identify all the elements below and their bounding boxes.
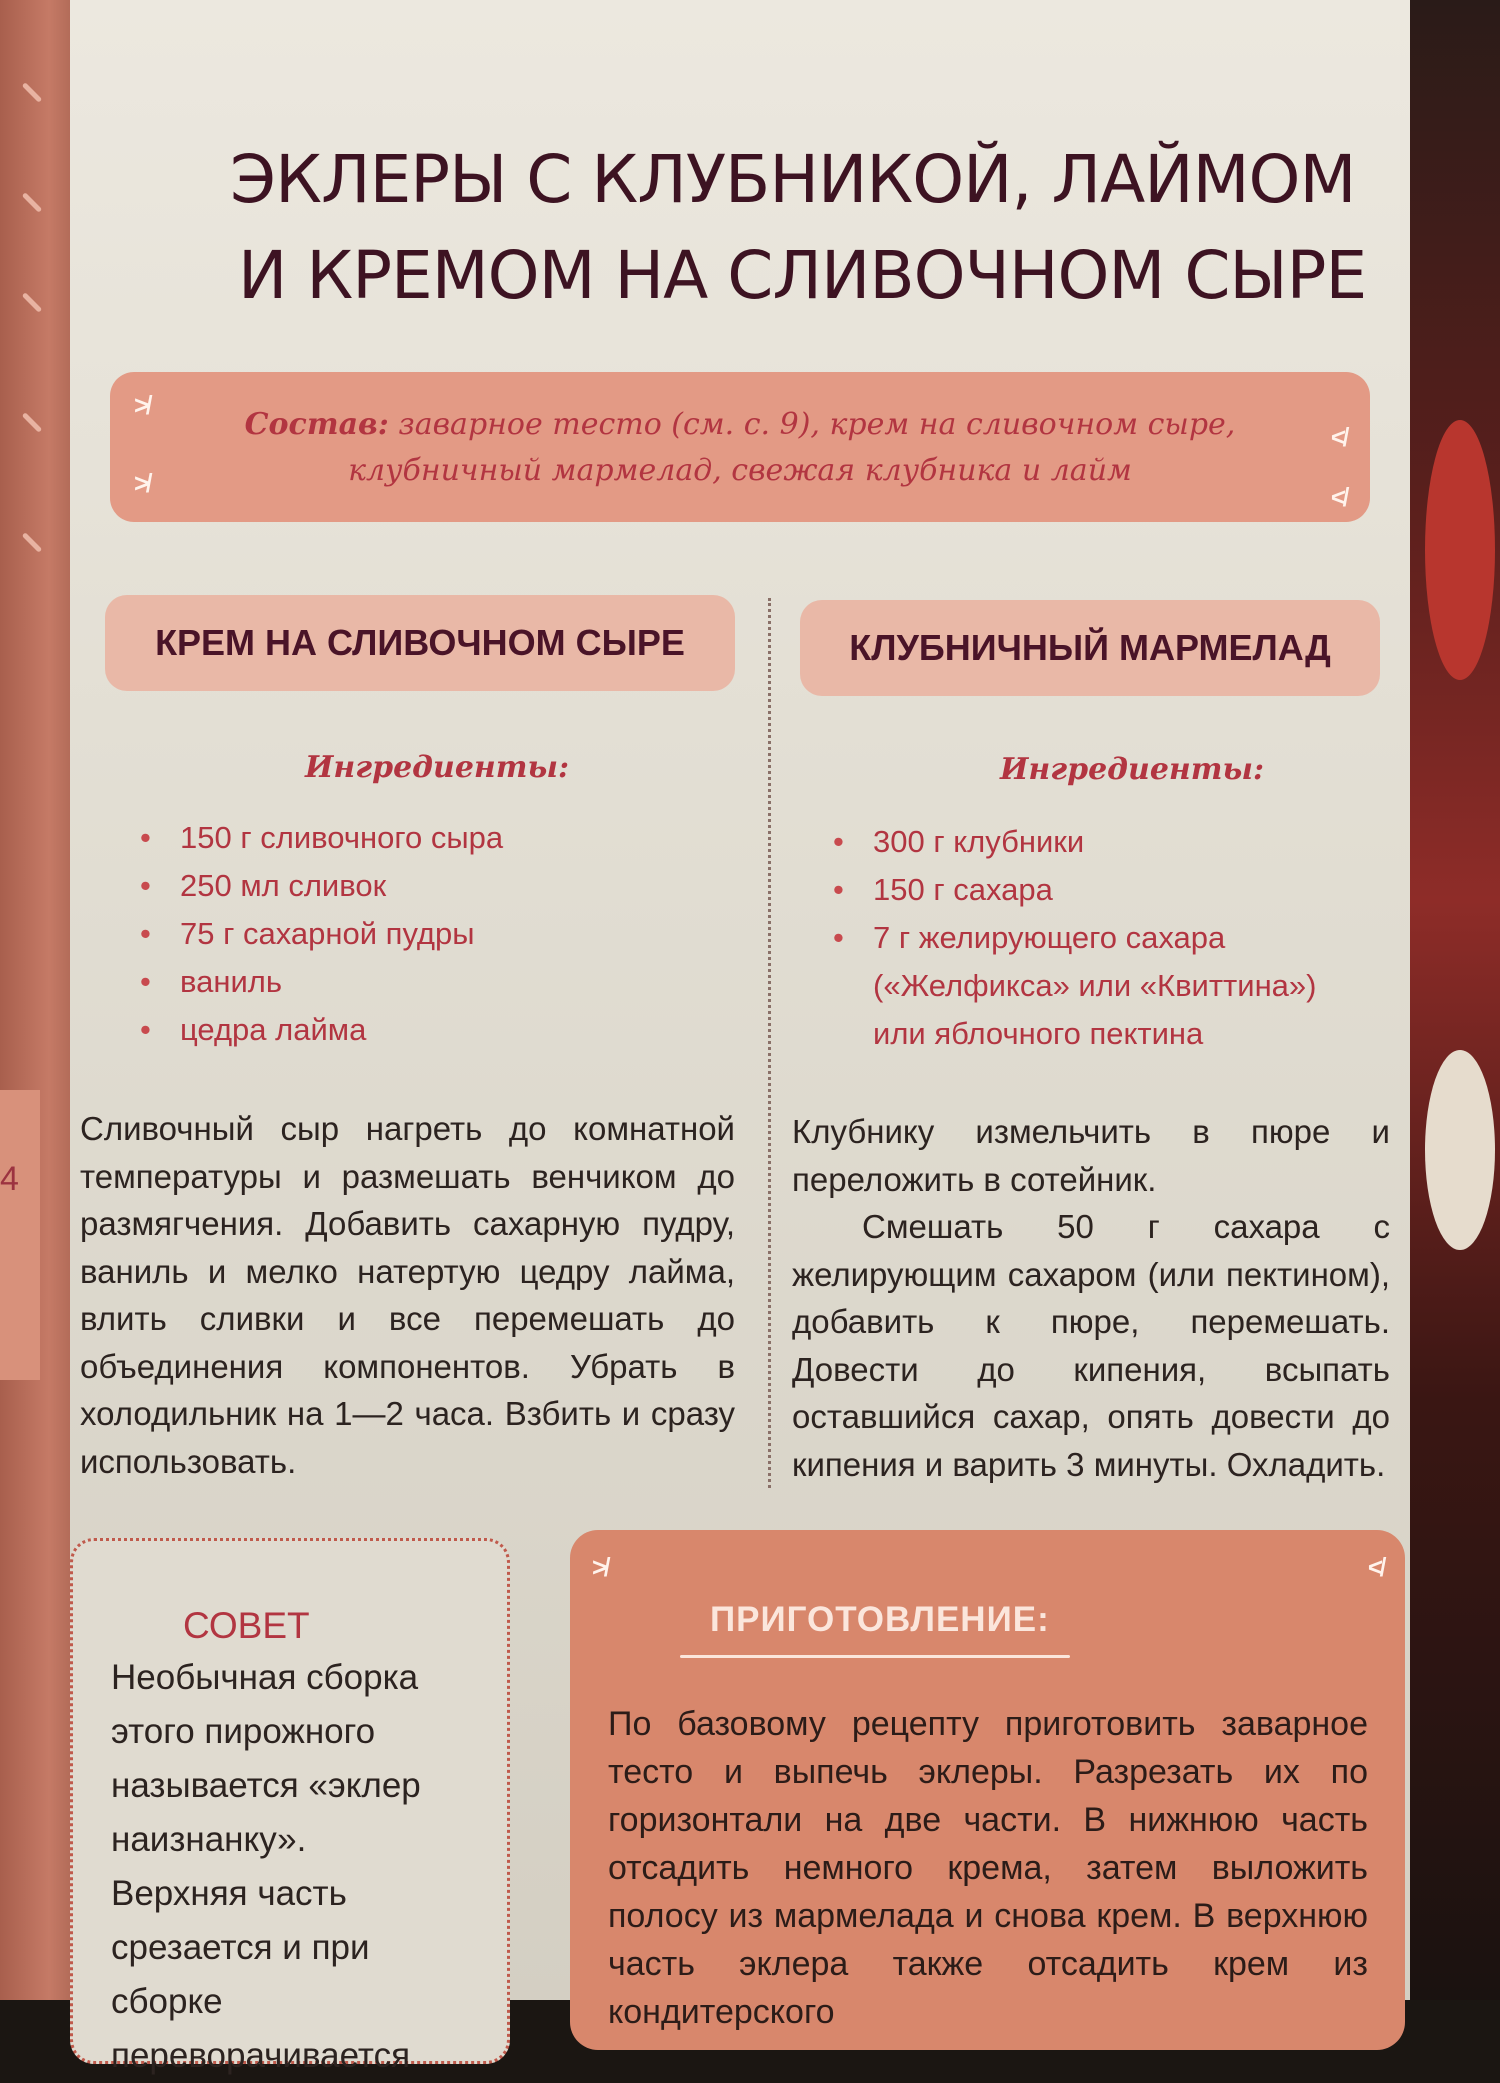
preparation-box <box>570 1530 1405 2050</box>
list-item: • ваниль <box>140 958 700 1006</box>
tip-text: Необычная сборка этого пирожного называется «эклер наизнанку». Верхняя часть срезается и при сборке переворачивается <box>111 1658 421 2075</box>
strawberry-photo-fragment <box>1425 420 1495 680</box>
arrow-deco-icon: ≮ <box>1330 482 1346 512</box>
adjacent-page-photo-edge <box>1410 0 1500 2000</box>
page-number-tab <box>0 1090 40 1380</box>
arrow-deco-icon: ≮ <box>1330 422 1346 452</box>
preparation-text: По базовому рецепту приготовить заварное тесто и выпечь эклеры. Разрезать их по горизонтали на две части. В нижнюю часть отсадить немного крема, затем выложить полосу из мармелада и снова крем. В верхнюю часть эклера также отсадить крем из кондитерского <box>608 1705 1368 2031</box>
list-item: • 150 г сливочного сыра <box>140 814 700 862</box>
preparation-underline <box>680 1655 1070 1658</box>
marmalade-ingredients-title: Ингредиенты: <box>1000 752 1265 787</box>
title-line-1: ЭКЛЕРЫ С КЛУБНИКОЙ, ЛАЙМОМ <box>230 141 1356 218</box>
page-title <box>230 132 1367 324</box>
tip-title: СОВЕТ <box>183 1605 310 1646</box>
arrow-deco-icon: ≯ <box>592 1552 608 1582</box>
cream-heading: КРЕМ НА СЛИВОЧНОМ СЫРЕ <box>105 595 735 691</box>
decorative-dash <box>22 532 43 553</box>
preparation-title: ПРИГОТОВЛЕНИЕ: <box>710 1600 1050 1639</box>
arrow-deco-icon: ≮ <box>1367 1552 1383 1582</box>
marmalade-heading: КЛУБНИЧНЫЙ МАРМЕЛАД <box>800 600 1380 696</box>
composition-label: Состав: <box>244 407 389 442</box>
list-item: • 150 г сахара <box>833 866 1353 914</box>
cream-method-text: Сливочный сыр нагреть до комнатной температуры и размешать венчиком до размягчения. Добавить сахарную пудру, ваниль и мелко натертую цедру лайма, влить сливки и все перемешать до объединения компонентов. Убрать в холодильник на 1—2 часа. Взбить и сразу использовать. <box>80 1110 735 1480</box>
composition-value: заварное тесто (см. с. 9), крем на сливочном сыре, клубничный мармелад, свежая клубника и лайм <box>348 407 1236 488</box>
arrow-deco-icon: ≯ <box>134 468 150 498</box>
marmalade-method <box>792 1108 1390 1488</box>
arrow-deco-icon: ≯ <box>134 390 150 420</box>
cream-ingredients-title: Ингредиенты: <box>305 750 570 785</box>
decorative-dash <box>22 82 43 103</box>
title-line-2: И КРЕМОМ НА СЛИВОЧНОМ СЫРЕ <box>238 237 1367 314</box>
composition-text <box>210 402 1270 494</box>
column-divider <box>768 598 771 1488</box>
marmalade-method-p1: Клубнику измельчить в пюре и переложить в сотейник. <box>792 1113 1390 1198</box>
list-item: • 250 мл сливок <box>140 862 700 910</box>
list-item: • 75 г сахарной пудры <box>140 910 700 958</box>
list-item: • 7 г желирующего сахара («Желфикса» или «Квиттина») или яблочного пектина <box>833 914 1353 1058</box>
list-item: • цедра лайма <box>140 1006 700 1054</box>
list-item: • 300 г клубники <box>833 818 1353 866</box>
decorative-dash <box>22 292 43 313</box>
cream-photo-fragment <box>1425 1050 1495 1250</box>
decorative-dash <box>22 192 43 213</box>
spine-strip <box>0 0 70 2000</box>
marmalade-method-p2: Смешать 50 г сахара с желирующим сахаром (или пектином), добавить к пюре, перемешать. Довести до кипения, всыпать оставшийся сахар, опять довести до кипения и варить 3 минуты. Охладить. <box>792 1208 1390 1483</box>
page-number: 4 <box>0 1160 19 1198</box>
cream-method <box>80 1105 735 1485</box>
marmalade-ingredients-list <box>833 818 1353 1058</box>
cream-ingredients-list <box>140 814 700 1054</box>
tip-box <box>70 1538 510 2075</box>
composition-box <box>110 372 1370 522</box>
decorative-dash <box>22 412 43 433</box>
